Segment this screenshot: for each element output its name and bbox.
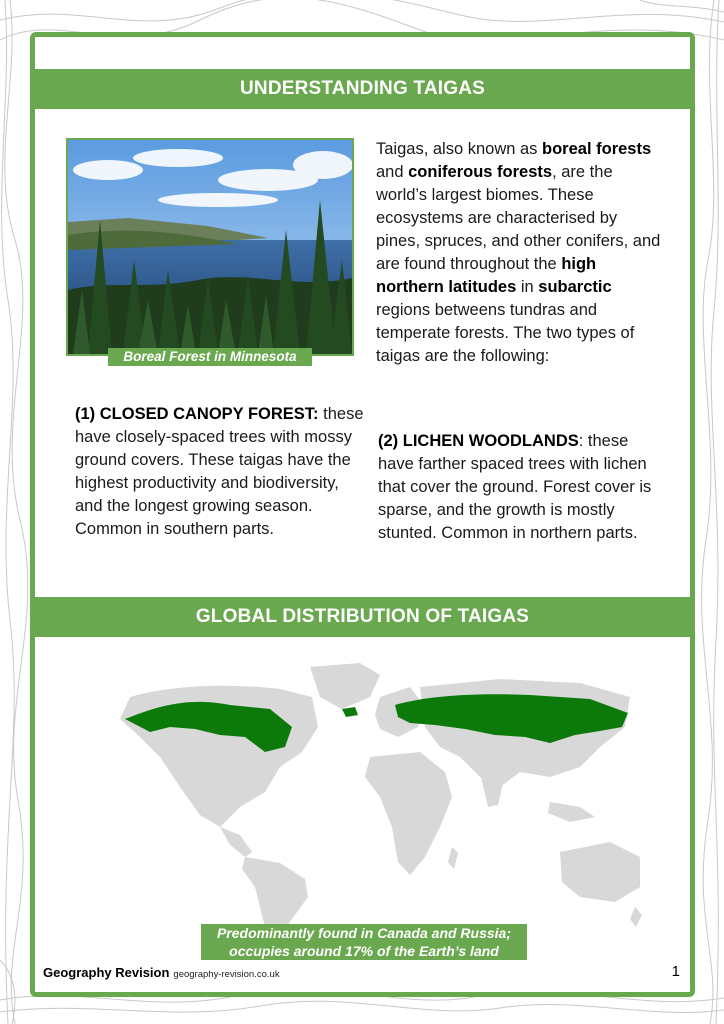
lichen-woodlands-heading: (2) LICHEN WOODLANDS: [378, 432, 579, 450]
footer-url[interactable]: geography-revision.co.uk: [173, 969, 280, 980]
photo-caption: Boreal Forest in Minnesota: [108, 348, 312, 366]
map-caption: Predominantly found in Canada and Russia; occupies around 17% of the Earth’s land: [201, 924, 527, 960]
content-card: [30, 32, 695, 997]
boreal-forest-photo: [66, 138, 354, 356]
section-title-understanding: UNDERSTANDING TAIGAS: [35, 69, 690, 109]
page-number: 1: [671, 963, 680, 980]
intro-paragraph: Taigas, also known as boreal forests and coniferous forests, are the world’s largest biomes. These ecosystems are characterised by pines, spruces, and other conifers, and are found throughout the high northern latitudes in subarctic regions betweens tundras and temperate forests. The two types of taigas are the following:: [376, 140, 661, 365]
closed-canopy-heading: (1) CLOSED CANOPY FOREST:: [75, 405, 319, 423]
lichen-woodlands-paragraph: (2) LICHEN WOODLANDS: these have farther spaced trees with lichen that cover the ground. Forest cover is sparse, and the growth is mostly stunted. Common in northern parts.: [378, 432, 652, 542]
section-title-distribution: GLOBAL DISTRIBUTION OF TAIGAS: [35, 597, 690, 637]
footer-brand: Geography Revision geography-revision.co.uk: [43, 965, 280, 980]
world-taiga-map: [80, 657, 645, 947]
closed-canopy-paragraph: (1) CLOSED CANOPY FOREST: these have closely-spaced trees with mossy ground covers. These taigas have the highest productivity and biodiversity, and the longest growing season. Common in southern parts.: [75, 405, 364, 538]
